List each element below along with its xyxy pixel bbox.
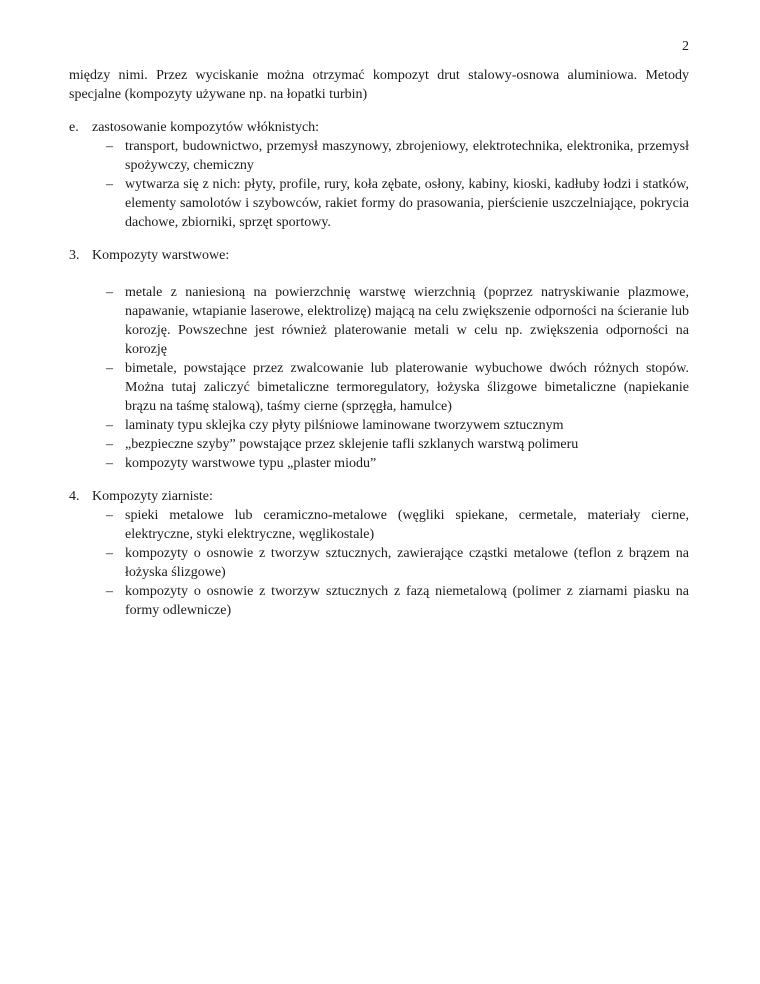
list-item: [69, 283, 689, 359]
bullet-list: [69, 283, 689, 473]
list-item-text: „bezpieczne szyby” powstające przez sklejenie tafli szklanych warstwą polimeru: [125, 437, 579, 452]
list-item-text: transport, budownictwo, przemysł maszynowy, zbrojeniowy, elektrotechnika, elektronika, przemysł spożywczy, chemiczny: [125, 139, 689, 173]
intro-paragraph: między nimi. Przez wyciskanie można otrzymać kompozyt drut stalowy-osnowa aluminiowa. Metody specjalne (kompozyty używane np. na łopatki turbin): [69, 68, 689, 102]
dash-bullet: –: [106, 361, 113, 376]
section-heading: [69, 118, 689, 137]
dash-bullet: –: [106, 418, 113, 433]
list-item: [69, 359, 689, 416]
dash-bullet: –: [106, 285, 113, 300]
section-title: Kompozyty warstwowe:: [92, 248, 230, 263]
dash-bullet: –: [106, 508, 113, 523]
list-item: [69, 454, 689, 473]
section-kompozyty-ziarniste: [69, 487, 689, 620]
section-title: Kompozyty ziarniste:: [92, 489, 213, 504]
list-item-text: kompozyty warstwowe typu „plaster miodu”: [125, 456, 377, 471]
list-item-text: kompozyty o osnowie z tworzyw sztucznych, zawierające cząstki metalowe (teflon z brązem na łożyska ślizgowe): [125, 546, 689, 580]
list-item: [69, 175, 689, 232]
section-kompozyty-warstwowe: [69, 246, 689, 473]
bullet-list: [69, 137, 689, 232]
list-item-text: wytwarza się z nich: płyty, profile, rury, koła zębate, osłony, kabiny, kioski, kadłuby łodzi i statków, elementy samolotów i szybowców, rakiet formy do prasowania, pierścienie uszczelniające, pokrycia dachowe, zbiorniki, sprzęt sportowy.: [125, 177, 689, 230]
list-item-text: metale z naniesioną na powierzchnię warstwę wierzchnią (poprzez natryskiwanie plazmowe, napawanie, wtapianie laserowe, elektrolizę) mającą na celu zwiększenie odporności na ścieranie lub korozję. Powszechne jest również platerowanie metali w celu np. zwiększenia odporności na korozję: [125, 285, 689, 357]
dash-bullet: –: [106, 456, 113, 471]
list-item: [69, 506, 689, 544]
dash-bullet: –: [106, 584, 113, 599]
list-item: [69, 435, 689, 454]
section-marker: 4.: [69, 489, 80, 504]
list-item-text: kompozyty o osnowie z tworzyw sztucznych z fazą niemetalową (polimer z ziarnami piasku na formy odlewnicze): [125, 584, 689, 618]
page-number: 2: [682, 39, 689, 54]
dash-bullet: –: [106, 546, 113, 561]
list-item: [69, 544, 689, 582]
section-title: zastosowanie kompozytów włóknistych:: [92, 120, 320, 135]
list-item-text: spieki metalowe lub ceramiczno-metalowe (węgliki spiekane, cermetale, materiały cierne, elektryczne, styki elektryczne, węglikostale): [125, 508, 689, 542]
section-marker: 3.: [69, 248, 80, 263]
page-content: [69, 0, 689, 620]
dash-bullet: –: [106, 177, 113, 192]
dash-bullet: –: [106, 139, 113, 154]
list-item: [69, 416, 689, 435]
section-marker: e.: [69, 120, 79, 135]
section-zastosowanie-kompozytow: [69, 118, 689, 232]
dash-bullet: –: [106, 437, 113, 452]
section-heading: [69, 487, 689, 506]
list-item-text: bimetale, powstające przez zwalcowanie lub platerowanie wybuchowe dwóch różnych stopów. Można tutaj zaliczyć bimetaliczne termoregulatory, łożyska ślizgowe bimetaliczne (napiekanie brązu na taśmę stalową), taśmy cierne (sprzęgła, hamulce): [125, 361, 689, 414]
section-heading: [69, 246, 689, 265]
list-item: [69, 137, 689, 175]
list-item: [69, 582, 689, 620]
list-item-text: laminaty typu sklejka czy płyty pilśniowe laminowane tworzywem sztucznym: [125, 418, 564, 433]
bullet-list: [69, 506, 689, 620]
